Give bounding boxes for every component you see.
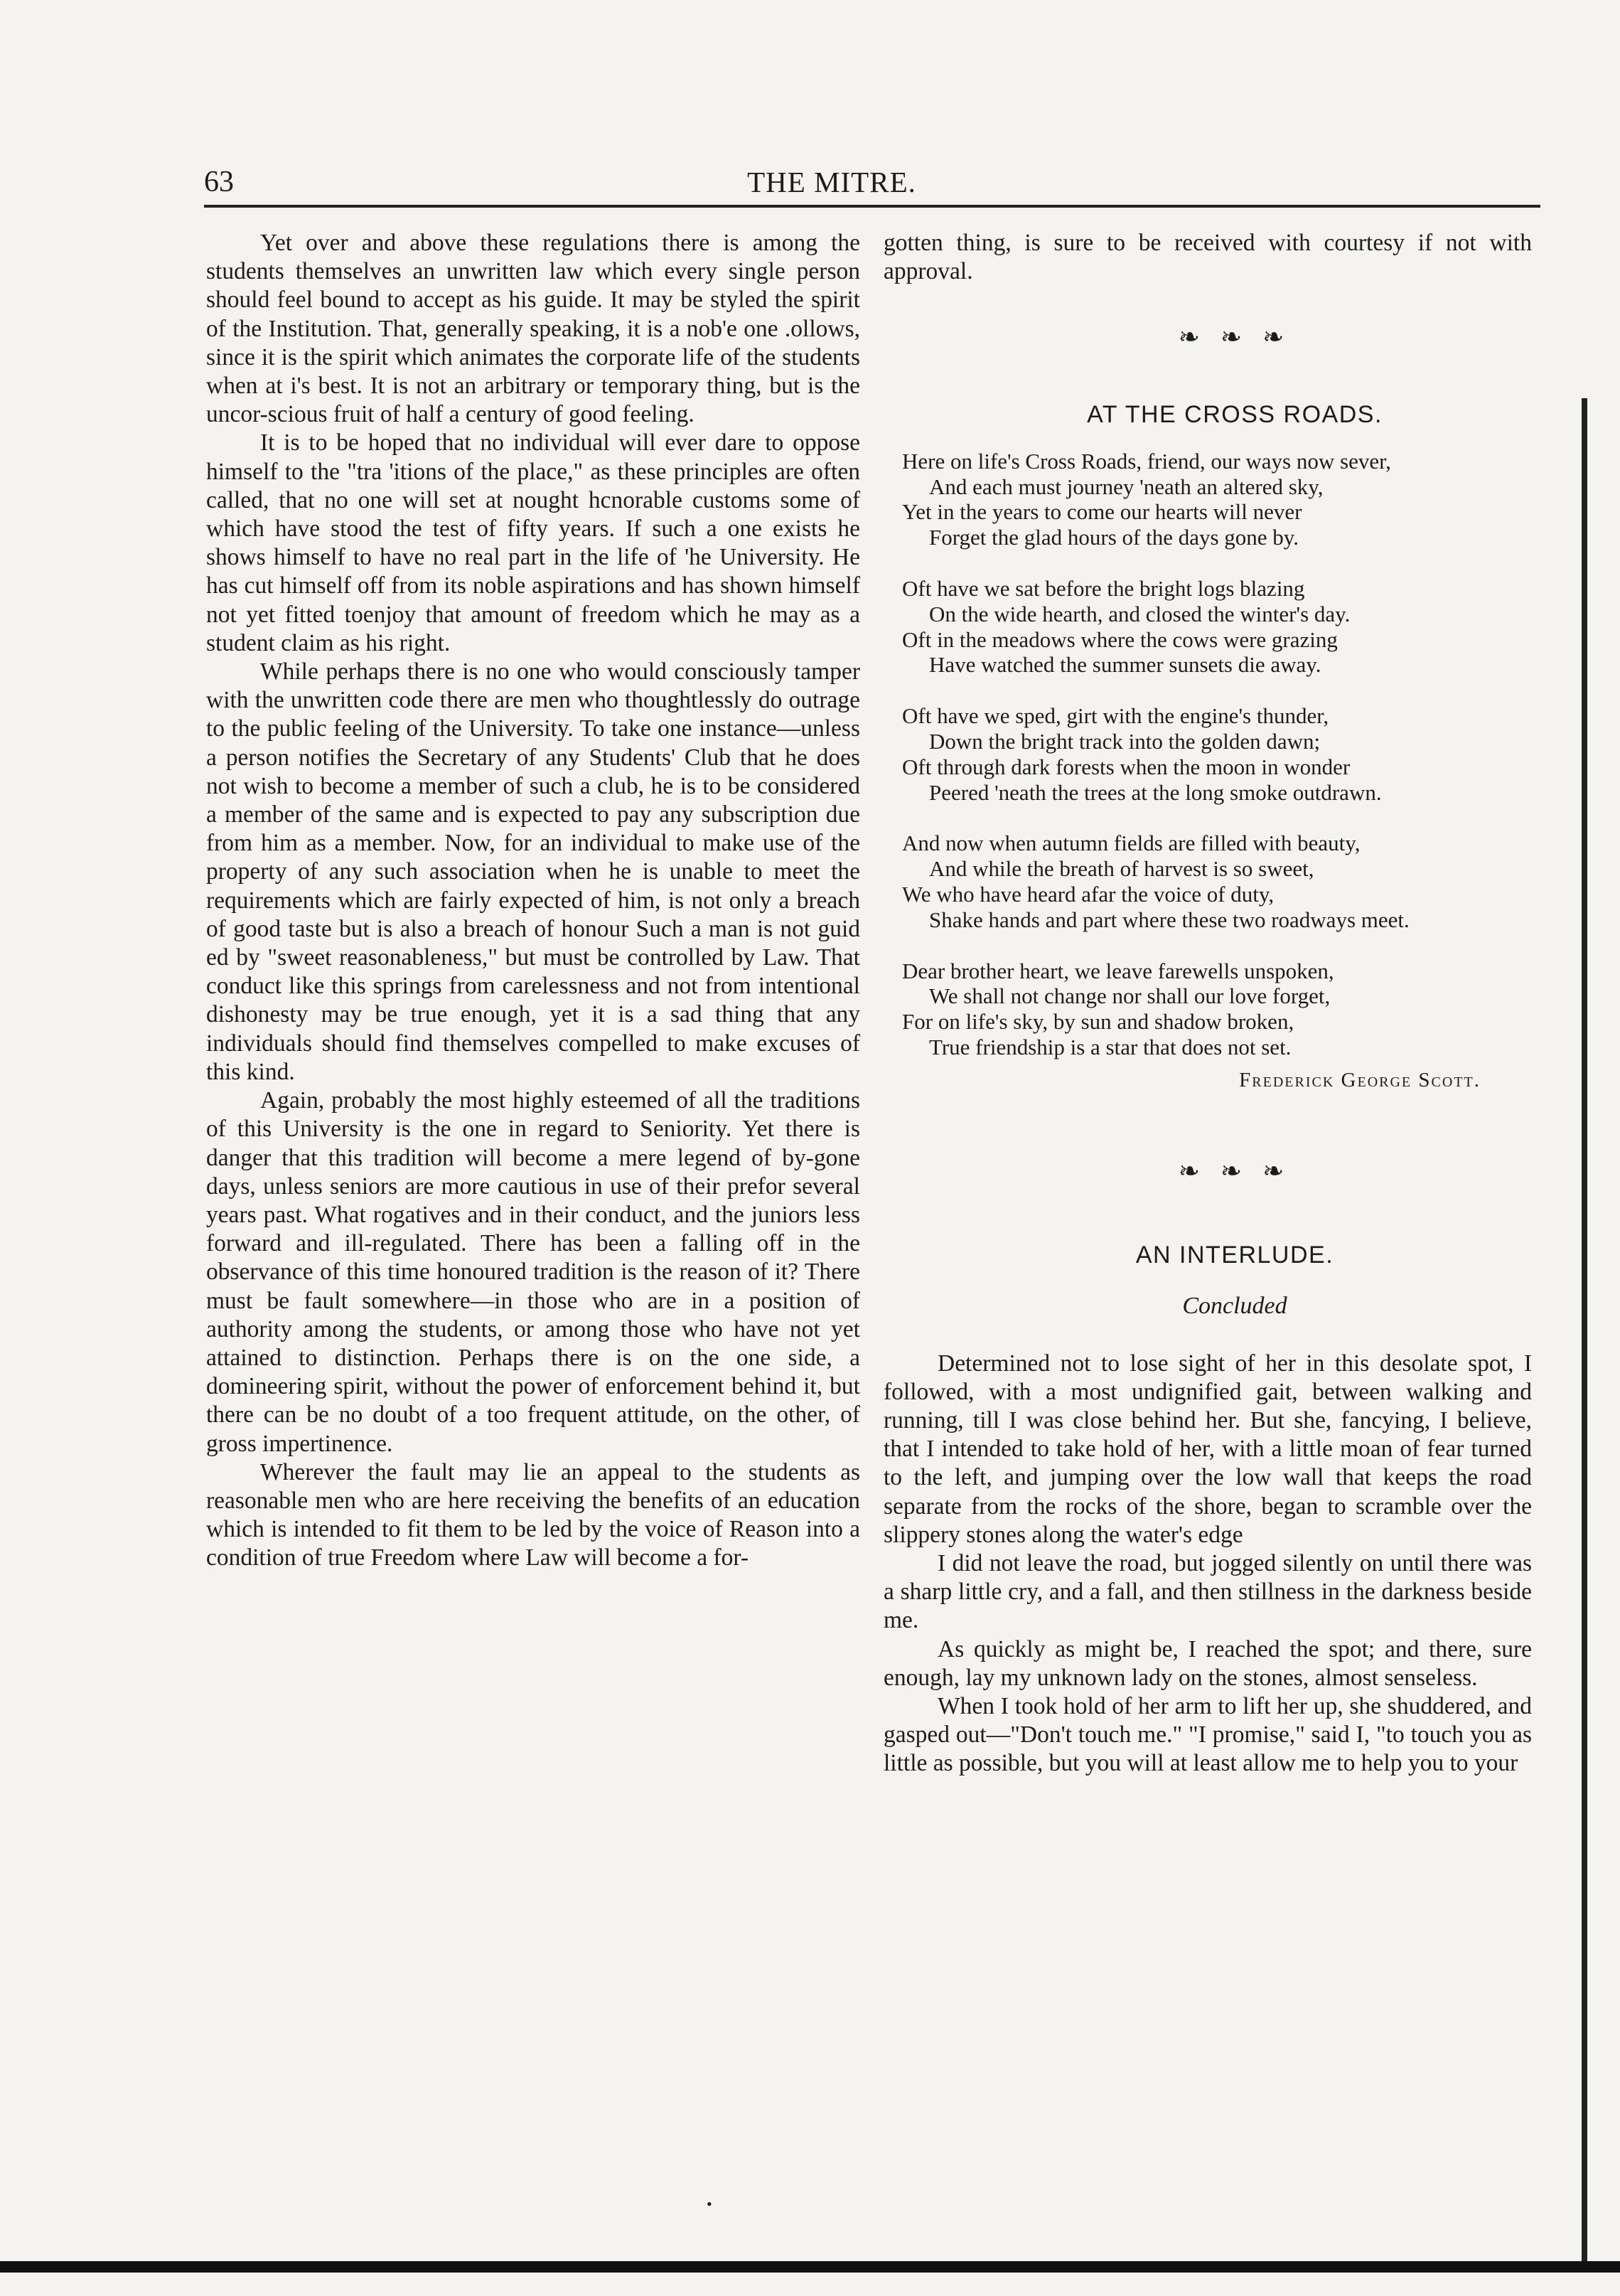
- body-paragraph: When I took hold of her arm to lift her up, she shuddered, and gasped out—"Don't touch me." "I promise," said I, "to touch you as little as possible, but you will at least allow me to help you to your: [884, 1693, 1532, 1777]
- poem-line: Have watched the summer sunsets die away.: [929, 652, 1321, 678]
- poem-stanza: [884, 831, 1532, 932]
- poem-line: Oft have we sat before the bright logs blazing: [902, 576, 1305, 601]
- body-paragraph: It is to be hoped that no individual will ever dare to oppose himself to the "tra 'itions of the place," as these principles are often called, that no one will set at nought hcnorable customs some of which have stood the test of fifty years. If such a one exists he shows himself to have no real part in the life of 'he University. He has cut himself off from its noble aspirations and has shown himself not yet fitted toenjoy that amount of freedom which he may as a student claim as his right.: [206, 429, 860, 656]
- running-title: THE MITRE.: [747, 166, 916, 198]
- poem-line: Down the bright track into the golden dawn;: [929, 728, 1321, 754]
- story-subtitle: Concluded: [1182, 1293, 1287, 1320]
- body-paragraph: Determined not to lose sight of her in this desolate spot, I followed, with a most undignified gait, between walking and running, till I was close behind her. But she, fancying, I believe, that I intended to take hold of her, with a little moan of fear turned to the left, and jumping over the low wall that keeps the road separate from the rocks of the shore, began to scramble over the slippery stones along the water's edge: [884, 1350, 1532, 1548]
- left-column: [206, 229, 860, 1573]
- poem-author: Frederick George Scott.: [1239, 1068, 1481, 1091]
- poem-line: Oft in the meadows where the cows were grazing: [902, 626, 1338, 652]
- poem-line: And now when autumn fields are filled with beauty,: [902, 831, 1361, 856]
- right-column: [884, 229, 1532, 1778]
- story-body: [884, 1350, 1532, 1778]
- poem-line: On the wide hearth, and closed the winter's day.: [929, 601, 1351, 626]
- poem-line: We who have heard afar the voice of duty,: [902, 881, 1275, 907]
- poem-stanza: [884, 449, 1532, 550]
- poem-line: Here on life's Cross Roads, friend, our ways now sever,: [902, 448, 1391, 474]
- poem-line: Peered 'neath the trees at the long smoke outdrawn.: [929, 779, 1382, 805]
- body-paragraph: I did not leave the road, but jogged silently on until there was a sharp little cry, and a fall, and then stillness in the darkness beside me.: [884, 1549, 1532, 1634]
- continuation-paragraph: gotten thing, is sure to be received with courtesy if not with approval.: [884, 230, 1532, 285]
- poem-line: Oft through dark forests when the moon in wonder: [902, 754, 1351, 779]
- fleuron-ornament: ❧ ❧ ❧: [1178, 1156, 1292, 1185]
- body-paragraph: Yet over and above these regulations there is among the students themselves an unwritten law which every single person should feel bound to accept as his guide. It may be styled the spirit of the Institution. That, generally speaking, it is a nob'e one .ollows, since it is the spirit which animates the corporate life of the students when at i's best. It is not an arbitrary or temporary thing, but is the uncor-scious fruit of half a century of good feeling.: [206, 230, 860, 428]
- fleuron-ornament: ❧ ❧ ❧: [1178, 323, 1292, 352]
- poem-line: Forget the glad hours of the days gone by.: [929, 525, 1299, 550]
- stray-print-mark: •: [707, 2195, 712, 2213]
- poem: [884, 449, 1532, 1060]
- poem-title: AT THE CROSS ROADS.: [1087, 400, 1383, 428]
- binding-edge-shadow: [1582, 398, 1587, 2265]
- page-number: 63: [204, 166, 234, 198]
- poem-line: And while the breath of harvest is so sweet,: [929, 856, 1314, 882]
- bottom-scan-border: [0, 2261, 1620, 2273]
- poem-line: Dear brother heart, we leave farewells unspoken,: [902, 958, 1334, 983]
- poem-line: For on life's sky, by sun and shadow broken,: [902, 1009, 1294, 1035]
- body-paragraph: While perhaps there is no one who would consciously tamper with the unwritten code there are men who thoughtlessly do outrage to the public feeling of the University. To take one instance—unless a person notifies the Secretary of any Students' Club that he does not wish to become a member of such a club, he is to be considered a member of the same and is expected to pay any subscription due from him as a member. Now, for an individual to make use of the property of any such association when he is unable to meet the requirements which are fairly expected of him, is not only a breach of good taste but is also a breach of honour Such a man is not guid ed by "sweet reasonableness," but must be controlled by Law. That conduct like this springs from carelessness and not from intentional dishonesty may be true enough, yet it is a sad thing that any individuals should find themselves compelled to make excuses of this kind.: [206, 658, 860, 1085]
- poem-line: True friendship is a star that does not set.: [929, 1034, 1292, 1059]
- poem-stanza: [884, 959, 1532, 1060]
- body-paragraph: Again, probably the most highly esteemed of all the traditions of this University is the one in regard to Seniority. Yet there is danger that this tradition will become a mere legend of by-gone days, unless seniors are more cautious in use of their prefor several years past. What rogatives and in their conduct, and the juniors less forward and ill-regulated. There has been a falling off in the observance of this time honoured tradition is the reason of it? There must be fault somewhere—in those who are in a position of authority among the students, or among those who have not yet attained to distinction. Perhaps there is on the one side, a domineering spirit, without the power of enforcement behind it, but there can be no doubt of a too frequent attitude, on the other, of gross impertinence.: [206, 1087, 860, 1457]
- poem-stanza: [884, 703, 1532, 805]
- story-title: AN INTERLUDE.: [1135, 1242, 1334, 1269]
- body-paragraph: Wherever the fault may lie an appeal to the students as reasonable men who are here receiving the benefits of an education which is intended to fit them to be led by the voice of Reason into a condition of true Freedom where Law will become a for-: [206, 1458, 860, 1571]
- poem-line: And each must journey 'neath an altered sky,: [929, 474, 1324, 499]
- header-rule: [204, 205, 1540, 208]
- poem-stanza: [884, 576, 1532, 678]
- poem-line: We shall not change nor shall our love forget,: [929, 983, 1331, 1009]
- body-paragraph: As quickly as might be, I reached the spot; and there, sure enough, lay my unknown lady on the stones, almost senseless.: [884, 1635, 1532, 1691]
- poem-line: Oft have we sped, girt with the engine's thunder,: [902, 703, 1329, 729]
- poem-line: Shake hands and part where these two roadways meet.: [929, 907, 1410, 932]
- poem-line: Yet in the years to come our hearts will never: [902, 499, 1302, 525]
